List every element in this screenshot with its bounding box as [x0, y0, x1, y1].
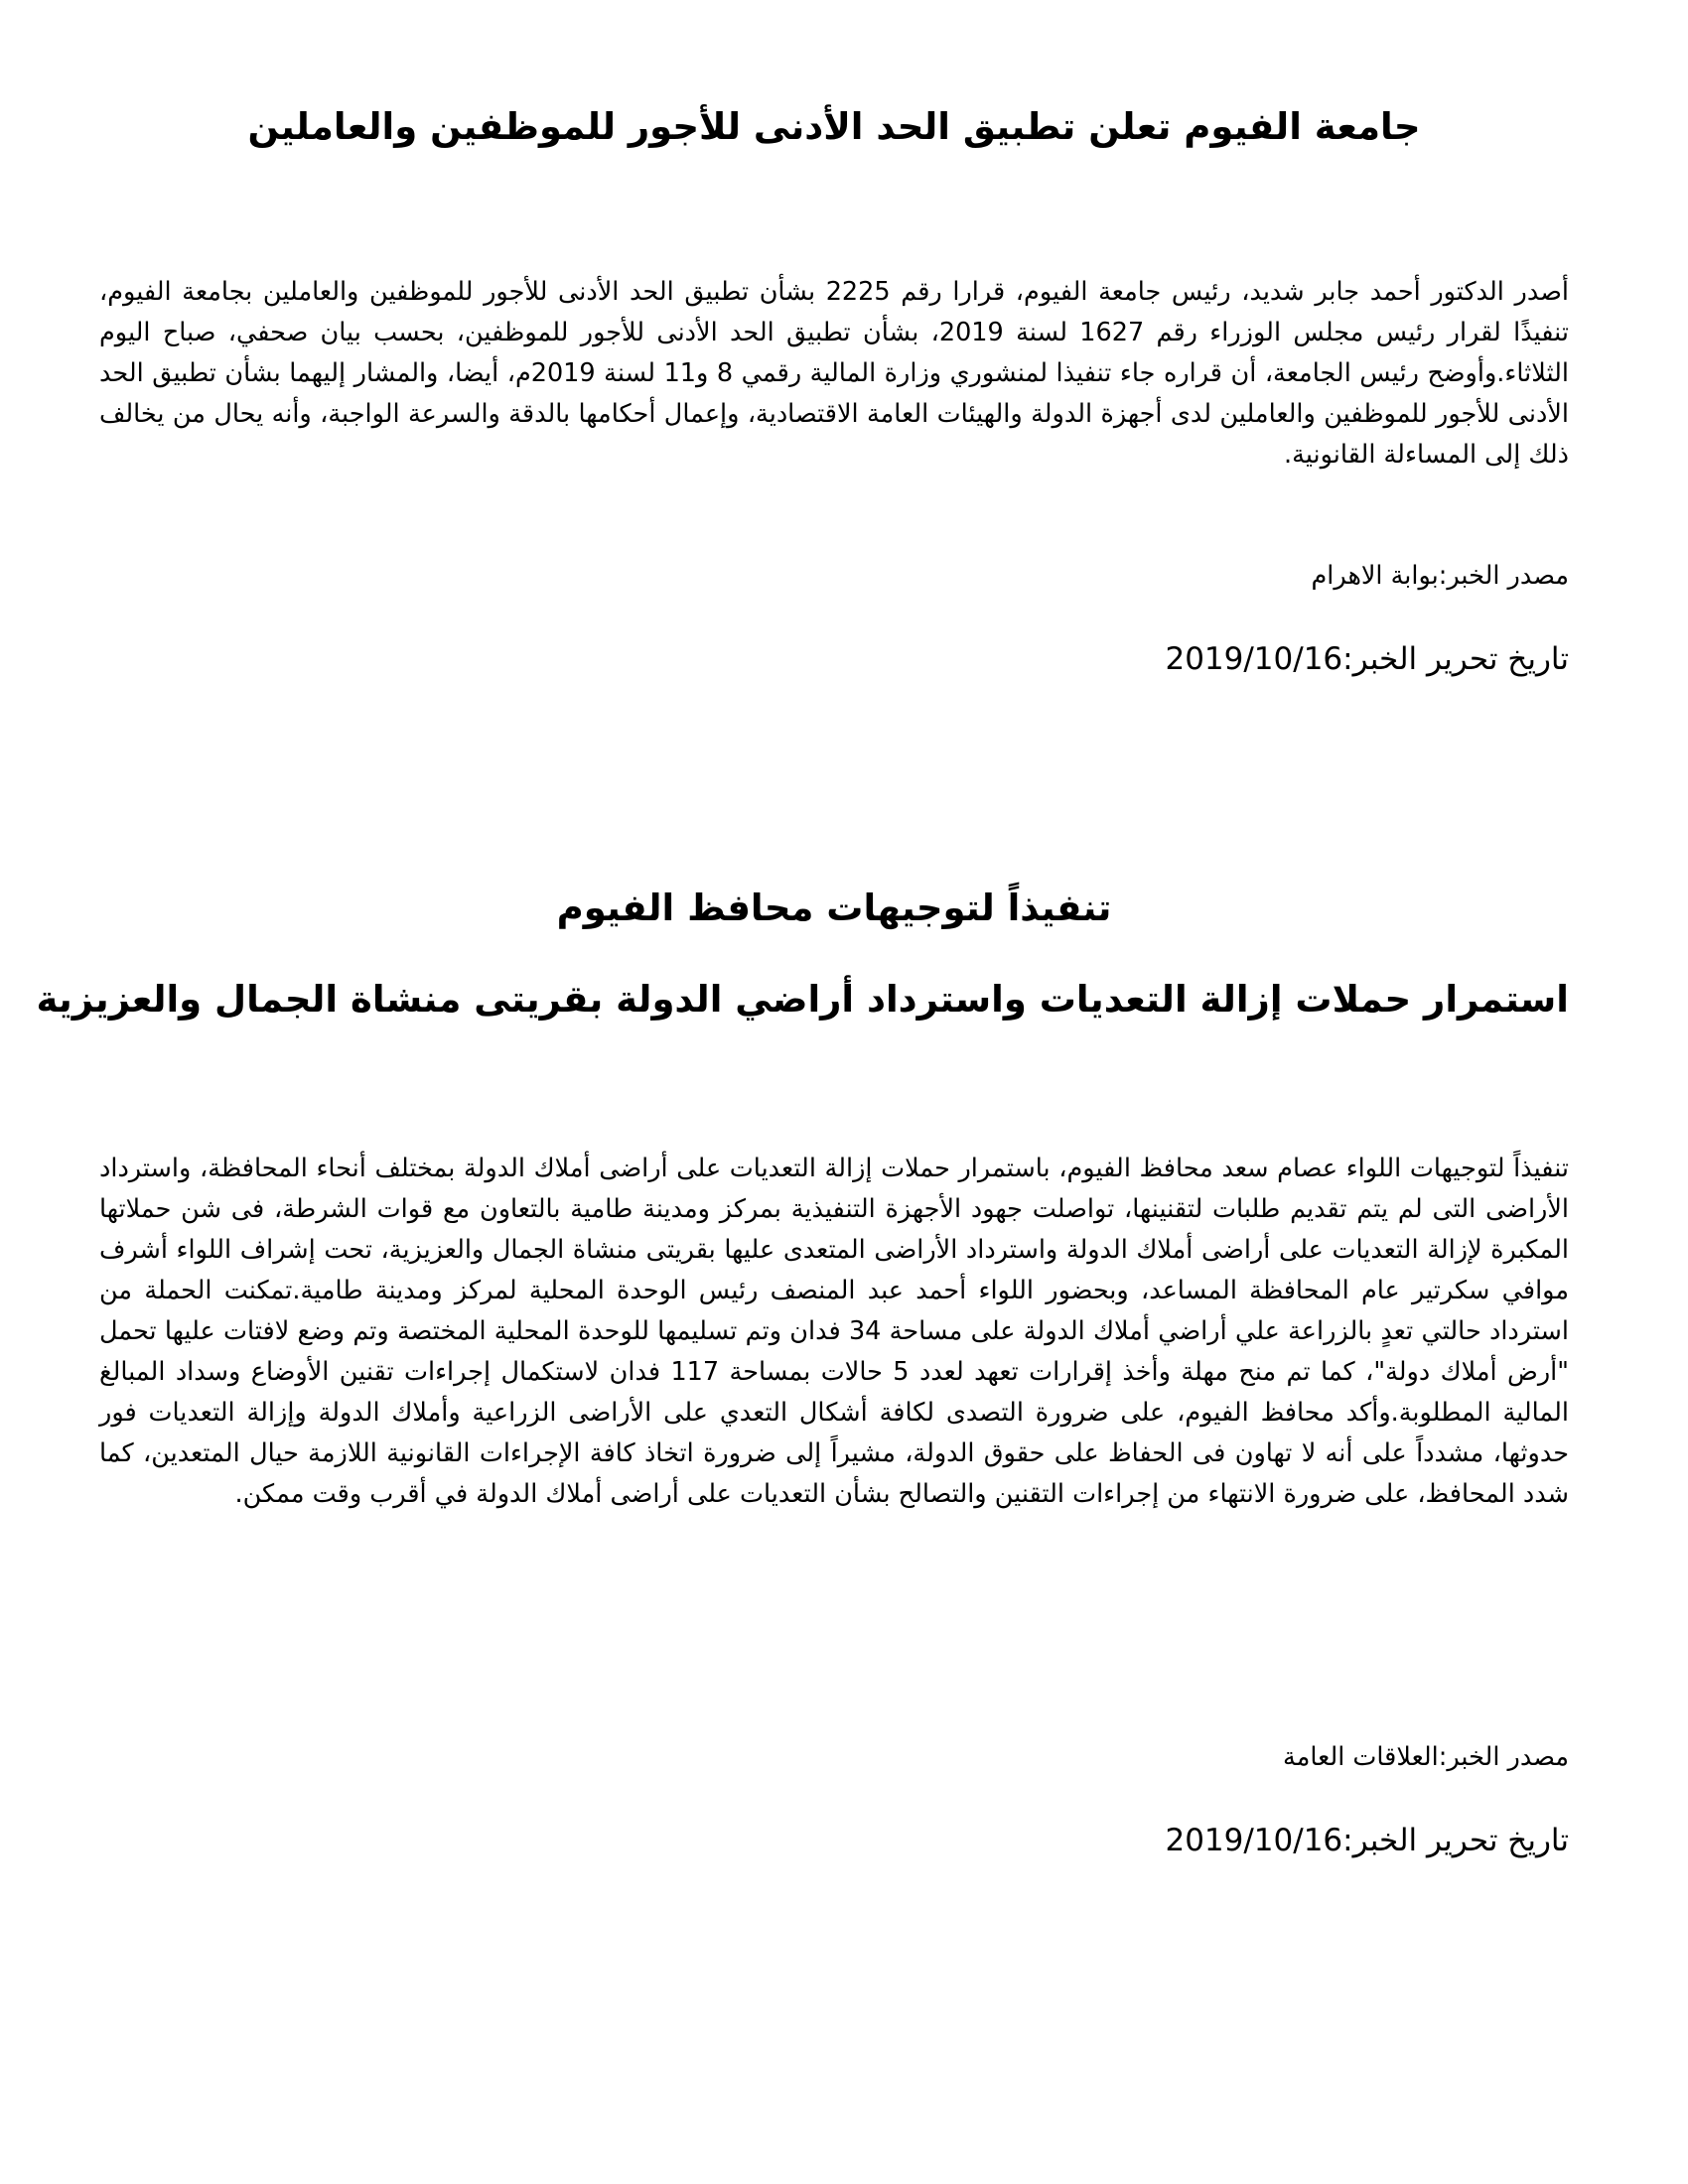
article-2-date-line	[1165, 1821, 1569, 1860]
article-1-date-line	[1165, 639, 1569, 679]
article-1-source: مصدر الخبر:بوابة الاهرام	[1311, 561, 1569, 591]
article-2-title: تنفيذاً لتوجيهات محافظ الفيوم	[556, 887, 1112, 929]
article-2-subtitle: استمرار حملات إزالة التعديات واسترداد أراضي الدولة بقريتى منشاة الجمال والعزيزية	[36, 978, 1569, 1021]
article-1-date-label: تاريخ تحرير الخبر:	[1342, 641, 1569, 677]
document-page	[36, 0, 1569, 2184]
article-2-date-label: تاريخ تحرير الخبر:	[1342, 1823, 1569, 1858]
article-1-date: 2019/10/16	[1165, 641, 1343, 677]
article-2-source: مصدر الخبر:العلاقات العامة	[1283, 1742, 1569, 1772]
article-1-title: جامعة الفيوم تعلن تطبيق الحد الأدنى للأجور للموظفين والعاملين	[247, 105, 1421, 148]
article-1-body: أصدر الدكتور أحمد جابر شديد، رئيس جامعة الفيوم، قرارا رقم 2225 بشأن تطبيق الحد الأدنى للأجور للموظفين والعاملين بجامعة الفيوم، تنفيذًا لقرار رئيس مجلس الوزراء رقم 1627 لسنة 2019، بشأن تطبيق الحد الأدنى للأجور للموظفين، بحسب بيان صحفي، صباح اليوم الثلاثاء.وأوضح رئيس الجامعة، أن قراره جاء تنفيذا لمنشوري وزارة المالية رقمي 8 و11 لسنة 2019م، أيضا، والمشار إليهما بشأن تطبيق الحد الأدنى للأجور للموظفين والعاملين لدى أجهزة الدولة والهيئات العامة الاقتصادية، وإعمال أحكامها بالدقة والسرعة الواجبة، وأنه يحال من يخالف ذلك إلى المساءلة القانونية.	[99, 277, 1569, 470]
article-2-date: 2019/10/16	[1165, 1823, 1343, 1858]
article-2-body: تنفيذاً لتوجيهات اللواء عصام سعد محافظ الفيوم، باستمرار حملات إزالة التعديات على أراضى أملاك الدولة بمختلف أنحاء المحافظة، واسترداد الأراضى التى لم يتم تقديم طلبات لتقنينها، تواصلت جهود الأجهزة التنفيذية بمركز ومدينة طامية بالتعاون مع قوات الشرطة، فى شن حملاتها المكبرة لإزالة التعديات على أراضى أملاك الدولة واسترداد الأراضى المتعدى عليها بقريتى منشاة الجمال والعزيزية، تحت إشراف اللواء أشرف موافي سكرتير عام المحافظة المساعد، وبحضور اللواء أحمد عبد المنصف رئيس الوحدة المحلية لمركز ومدينة طامية.تمكنت الحملة من استرداد حالتي تعدٍ بالزراعة علي أراضي أملاك الدولة على مساحة 34 فدان وتم تسليمها للوحدة المحلية المختصة وتم وضع لافتات عليها تحمل "أرض أملاك دولة"، كما تم منح مهلة وأخذ إقرارات تعهد لعدد 5 حالات بمساحة 117 فدان لاستكمال إجراءات تقنين الأوضاع وسداد المبالغ المالية المطلوبة.وأكد محافظ الفيوم، على ضرورة التصدى لكافة أشكال التعدي على الأراضى الزراعية وأملاك الدولة وإزالة التعديات فور حدوثها، مشدداً على أنه لا تهاون فى الحفاظ على حقوق الدولة، مشيراً إلى ضرورة اتخاذ كافة الإجراءات القانونية اللازمة حيال المتعدين، كما شدد المحافظ، على ضرورة الانتهاء من إجراءات التقنين والتصالح بشأن التعديات على أراضى أملاك الدولة في أقرب وقت ممكن.	[99, 1154, 1569, 1509]
